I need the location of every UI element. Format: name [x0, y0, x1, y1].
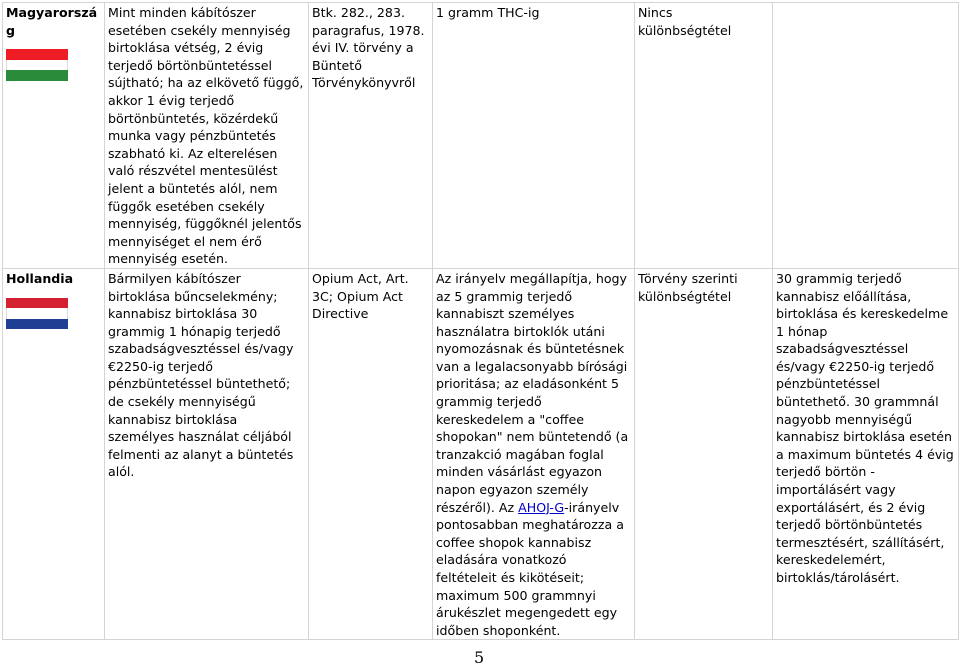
threshold-text-after: -irányelv pontosabban meghatározza a coffee shopok kannabisz eladására vonatkozó feltételeit és kikötéseit; maximum 500 grammnyi árukészlet megengedett egy időben shoponként. [436, 499, 624, 638]
law-cell: Btk. 282., 283. paragrafus, 1978. évi IV. törvény a Büntető Törvénykönyvről [309, 3, 433, 269]
law-cell: Opium Act, Art. 3C; Opium Act Directive [309, 268, 433, 639]
table-row-netherlands [3, 268, 959, 639]
drug-law-table [2, 2, 959, 640]
threshold-text-before: Az irányelv megállapítja, hogy az 5 grammig terjedő kannabiszt személyes használatra birtoklók utáni nyomozásnak és büntetésnek van a legalacsonyabb bírósági prioritása; az eladásonként 5 grammig terjedő kereskedelem a "coffee shopokan" nem büntetendő (a tranzakció magában foglal minden vásárlást egyazon napon egyazon személy részéről). Az [436, 270, 629, 515]
cultivation-cell [773, 3, 959, 269]
hungary-flag-icon [6, 49, 68, 81]
threshold-cell [433, 268, 635, 639]
country-cell [3, 268, 105, 639]
threshold-cell: 1 gramm THC-ig [433, 3, 635, 269]
netherlands-flag-icon [6, 298, 68, 330]
page-number: 5 [474, 648, 485, 667]
ahoj-g-link[interactable]: AHOJ-G [518, 499, 565, 515]
penalty-cell: Bármilyen kábítószer birtoklása bűncselekmény; kannabisz birtoklása 30 grammig 1 hónapig terjedő szabadságvesztéssel és/vagy €2250-ig terjedő pénzbüntetéssel büntethető; de csekély mennyiségű kannabisz birtoklása személyes használat céljából felmenti az alanyt a büntetés alól. [105, 268, 309, 639]
penalty-cell: Mint minden kábítószer esetében csekély mennyiség birtoklása vétség, 2 évig terjedő börtönbüntetéssel sújtható; ha az elkövető függő, akkor 1 évig terjedő börtönbüntetés, közérdekű munka vagy pénzbüntetés szabható ki. Az elterelésen való részvétel mentesülést jelent a büntetés alól, nem függők esetében csekély mennyiség, függőknél jelentős mennyiséget el nem érő mennyiség esetén. [105, 3, 309, 269]
cultivation-cell: 30 grammig terjedő kannabisz előállítása, birtoklása és kereskedelme 1 hónap szabadságvesztéssel és/vagy €2250-ig terjedő pénzbüntetéssel büntethető. 30 grammnál nagyobb mennyiségű kannabisz birtoklása esetén a maximum büntetés 4 évig terjedő börtön - importálásért vagy exportálásért, és 2 évig terjedő börtönbüntetés termesztésért, szállításért, kereskedelemért, birtoklás/tárolásért. [773, 268, 959, 639]
country-cell [3, 3, 105, 269]
table-row-hungary [3, 3, 959, 269]
country-name: Hollandia [6, 270, 74, 286]
distinction-cell: Törvény szerinti különbségtétel [635, 268, 773, 639]
distinction-cell: Nincs különbségtétel [635, 3, 773, 269]
country-name: Magyarország [6, 5, 98, 38]
